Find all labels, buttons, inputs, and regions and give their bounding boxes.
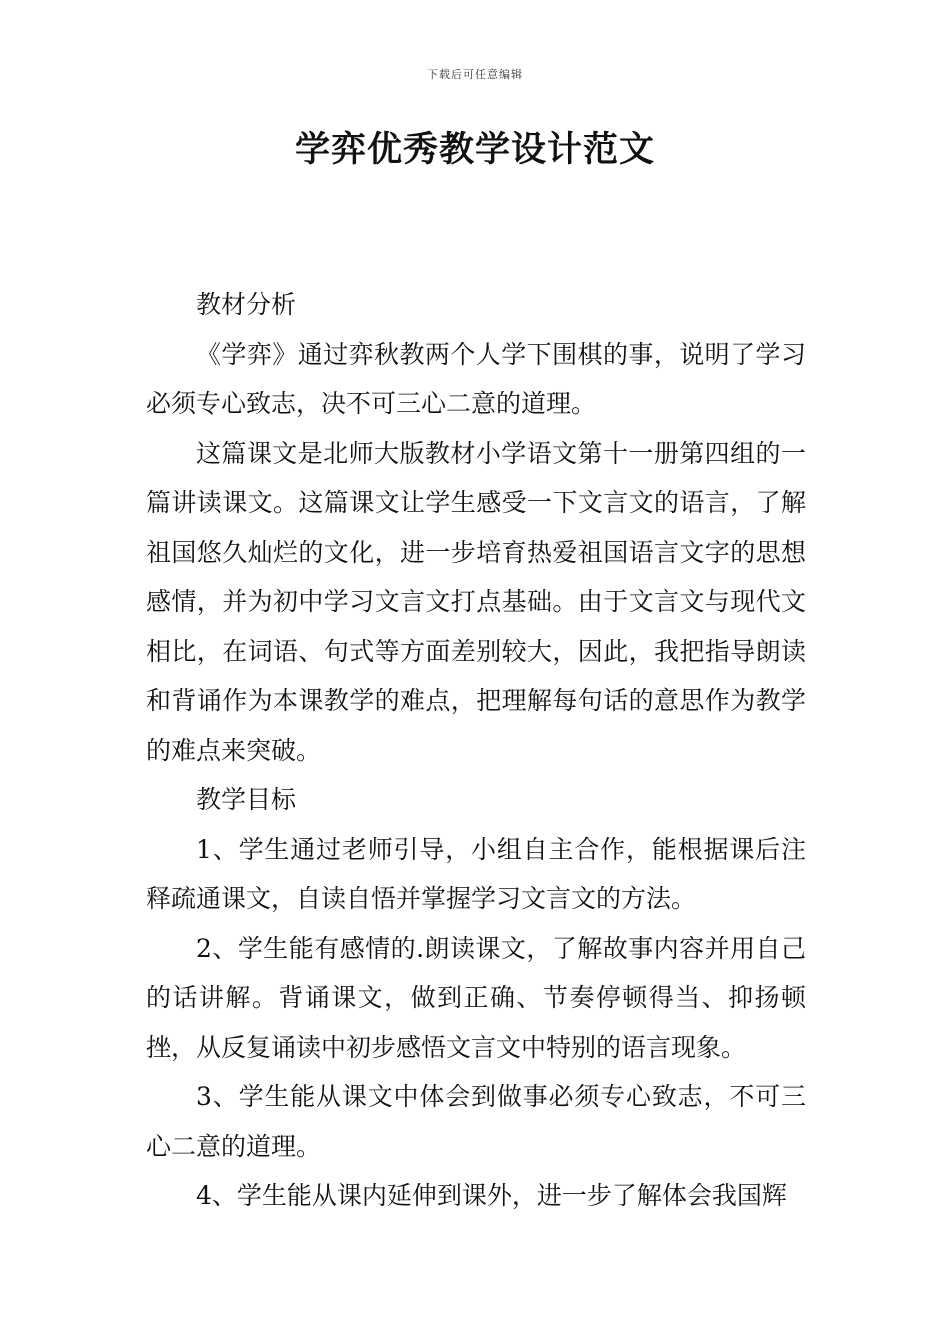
header-note: 下载后可任意编辑 [427,68,523,81]
goal-item-2: 2、学生能有感情的.朗读课文，了解故事内容并用自己的话讲解。背诵课文，做到正确、节奏停顿得当、抑扬顿挫，从反复诵读中初步感悟文言文中特别的语言现象。 [146,933,806,1062]
goal-item-1: 1、学生通过老师引导，小组自主合作，能根据课后注释疏通课文，自读自悟并掌握学习文言文的方法。 [146,834,806,913]
goal-item-4: 4、学生能从课内延伸到课外，进一步了解体会我国辉 [196,1181,787,1210]
document-title: 学弈优秀教学设计范文 [294,129,655,170]
section-heading-material-analysis: 教材分析 [196,290,297,319]
document-body [146,280,806,1221]
goal-item-3: 3、学生能从课文中体会到做事必须专心致志，不可三心二意的道理。 [146,1082,806,1161]
paragraph: 《学弈》通过弈秋教两个人学下围棋的事，说明了学习必须专心致志，决不可三心二意的道理。 [146,339,806,418]
paragraph: 这篇课文是北师大版教材小学语文第十一册第四组的一篇讲读课文。这篇课文让学生感受一下文言文的语言，了解祖国悠久灿烂的文化，进一步培育热爱祖国语言文字的思想感情，并为初中学习文言文打点基础。由于文言文与现代文相比，在词语、句式等方面差别较大，因此，我把指导朗读和背诵作为本课教学的难点，把理解每句话的意思作为教学的难点来突破。 [146,438,806,765]
section-heading-teaching-goals: 教学目标 [196,785,297,814]
